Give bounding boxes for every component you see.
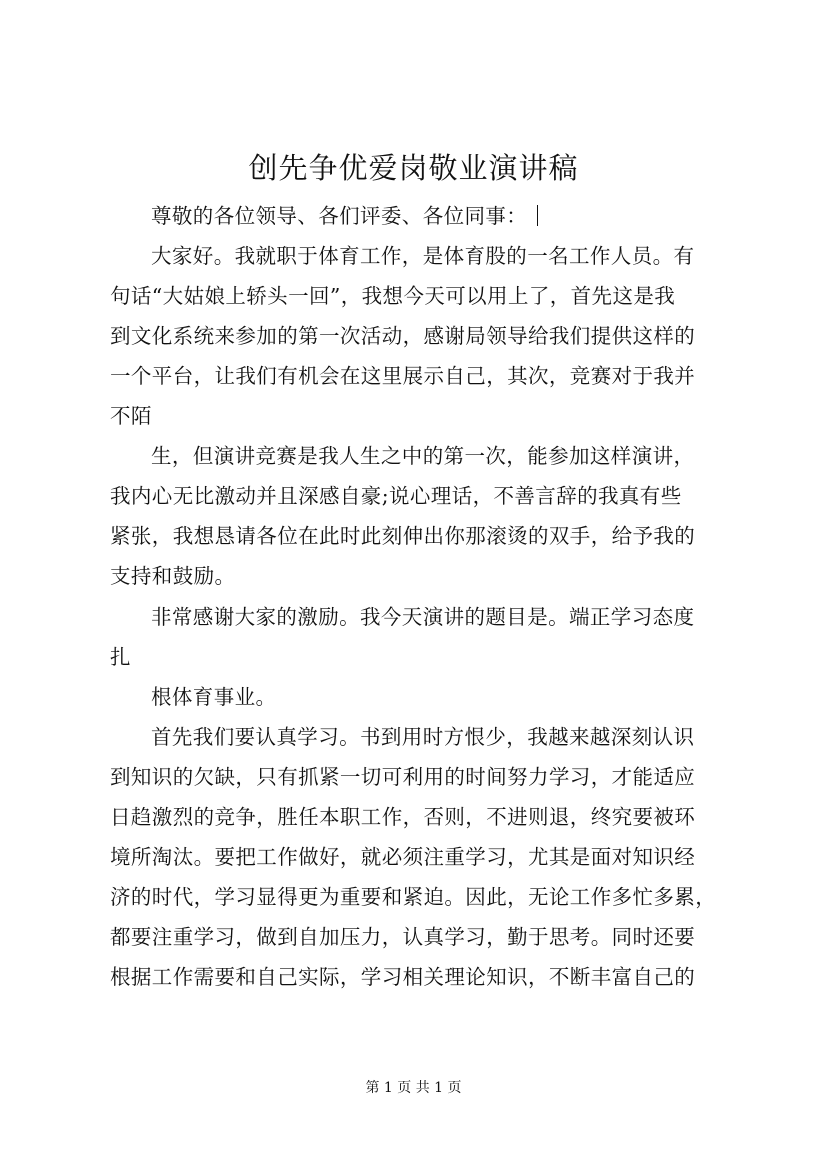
body-line-7: 我内心无比激动并且深感自豪;说心理话，不善言辞的我真有些	[110, 484, 682, 508]
body-line-15: 日趋激烈的竞争，胜任本职工作，否则，不进则退，终究要被环	[110, 805, 696, 829]
body-line-10: 非常感谢大家的激励。我今天演讲的题目是。端正学习态度	[151, 605, 695, 629]
body-line-12: 根体育事业。	[151, 685, 277, 709]
body-line-11: 扎	[110, 645, 131, 669]
body-line-19: 根据工作需要和自己实际，学习相关理论知识，不断丰富自己的	[110, 965, 696, 989]
salutation-text: 尊敬的各位领导、各们评委、各位同事：	[151, 204, 528, 228]
document-title: 创先争优爱岗敬业演讲稿	[248, 151, 579, 185]
body-line-8: 紧张，我想恳请各位在此时此刻伸出你那滚烫的双手，给予我的	[110, 524, 696, 548]
page-footer: 第 1 页 共 1 页	[365, 1080, 462, 1096]
body-line-18: 都要注重学习，做到自加压力，认真学习，勤于思考。同时还要	[110, 925, 696, 949]
body-line-17: 济的时代，学习显得更为重要和紧迫。因此，无论工作多忙多累，	[110, 885, 717, 909]
body-line-14: 到知识的欠缺，只有抓紧一切可利用的时间努力学习，才能适应	[110, 765, 696, 789]
text-cursor[interactable]	[537, 205, 538, 226]
body-line-16: 境所淘汰。要把工作做好，就必须注重学习，尤其是面对知识经	[110, 845, 696, 869]
body-line-5: 不陌	[110, 404, 152, 428]
body-line-9: 支持和鼓励。	[110, 564, 236, 588]
body-line-1: 大家好。我就职于体育工作，是体育股的一名工作人员。有	[151, 244, 695, 268]
body-line-6: 生，但演讲竞赛是我人生之中的第一次，能参加这样演讲，	[151, 444, 695, 468]
salutation-line	[151, 200, 725, 232]
body-line-13: 首先我们要认真学习。书到用时方恨少，我越来越深刻认识	[151, 725, 695, 749]
body-line-4: 一个平台，让我们有机会在这里展示自己，其次，竞赛对于我并	[110, 364, 696, 388]
body-line-2: 句话“大姑娘上轿头一回”，我想今天可以用上了，首先这是我	[110, 284, 676, 308]
body-line-3: 到文化系统来参加的第一次活动，感谢局领导给我们提供这样的	[110, 324, 696, 348]
